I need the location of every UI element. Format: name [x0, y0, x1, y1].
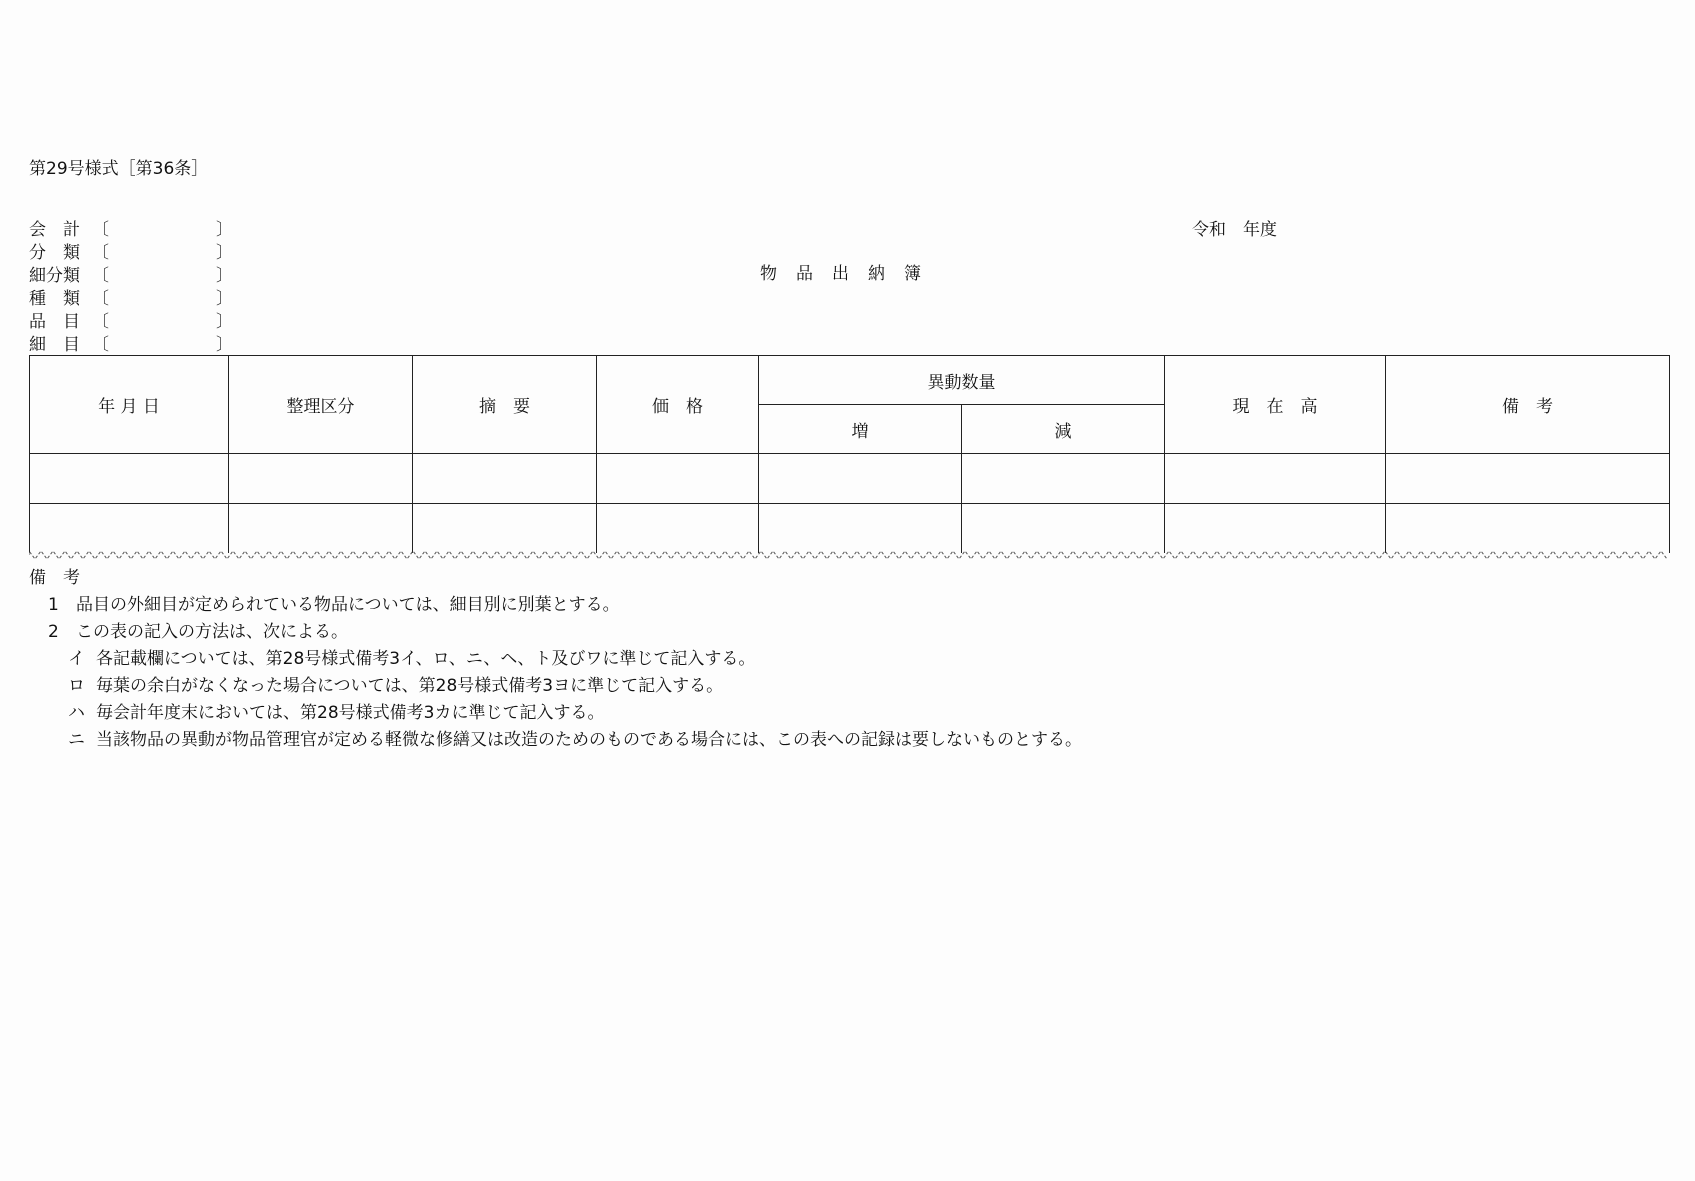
- field-label: 種 類: [29, 289, 80, 309]
- table-cell: [962, 454, 1165, 504]
- table-cell: [413, 454, 597, 504]
- field-label: 分 類: [29, 243, 80, 263]
- note-subitem: [29, 673, 1082, 700]
- field-row-type: [29, 288, 233, 311]
- field-label: 細分類: [29, 266, 80, 286]
- continuation-wave-line: [29, 548, 1669, 562]
- table-cell: [413, 504, 597, 554]
- note-subitem-text: 毎会計年度末においては、第28号様式備考3カに準じて記入する。: [96, 703, 605, 723]
- note-item: [29, 592, 1082, 619]
- table-cell: [1386, 504, 1670, 554]
- header-increase: 増: [759, 405, 962, 454]
- table-cell: [597, 454, 759, 504]
- table-cell: [30, 504, 229, 554]
- bracket-open: 〔: [92, 266, 109, 286]
- field-blank: [106, 242, 216, 265]
- header-category: 整理区分: [229, 356, 413, 454]
- fiscal-year: 令和 年度: [1192, 220, 1277, 240]
- form-number: 第29号様式［第36条］: [29, 159, 209, 179]
- table-row: [30, 504, 1670, 554]
- table-cell: [229, 454, 413, 504]
- note-subitem: [29, 700, 1082, 727]
- field-row-detail: [29, 334, 233, 357]
- bracket-open: 〔: [92, 243, 109, 263]
- field-blank: [106, 334, 216, 357]
- note-text: この表の記入の方法は、次による。: [76, 622, 348, 642]
- table-cell: [597, 504, 759, 554]
- field-blank: [106, 219, 216, 242]
- header-summary: 摘 要: [413, 356, 597, 454]
- field-row-item: [29, 311, 233, 334]
- note-subitem: [29, 646, 1082, 673]
- table-cell: [1386, 454, 1670, 504]
- bracket-open: 〔: [92, 335, 109, 355]
- table-cell: [30, 454, 229, 504]
- field-blank: [106, 311, 216, 334]
- header-price: 価 格: [597, 356, 759, 454]
- bracket-close: 〕: [216, 312, 233, 332]
- table-cell: [759, 454, 962, 504]
- table-cell: [1165, 454, 1386, 504]
- notes-heading: 備 考: [29, 568, 80, 588]
- field-label: 細 目: [29, 335, 80, 355]
- note-subitem-text: 当該物品の異動が物品管理官が定める軽微な修繕又は改造のためのものである場合には、この表への記録は要しないものとする。: [96, 730, 1082, 750]
- table-row: [30, 454, 1670, 504]
- field-label: 品 目: [29, 312, 80, 332]
- bracket-open: 〔: [92, 289, 109, 309]
- bracket-close: 〕: [216, 335, 233, 355]
- bracket-close: 〕: [216, 220, 233, 240]
- field-blank: [106, 265, 216, 288]
- note-subitem: [29, 727, 1082, 754]
- classification-fields: [29, 219, 233, 357]
- header-current-balance: 現 在 高: [1165, 356, 1386, 454]
- note-subitem-mark: ロ: [68, 676, 85, 696]
- note-item: [29, 619, 1082, 646]
- bracket-close: 〕: [216, 266, 233, 286]
- notes-section: [29, 565, 1082, 754]
- note-number: 2: [48, 622, 59, 642]
- header-date: 年 月 日: [30, 356, 229, 454]
- header-remarks: 備 考: [1386, 356, 1670, 454]
- table-cell: [1165, 504, 1386, 554]
- table-cell: [229, 504, 413, 554]
- bracket-open: 〔: [92, 220, 109, 240]
- field-row-subclassification: [29, 265, 233, 288]
- field-blank: [106, 288, 216, 311]
- note-subitem-mark: イ: [68, 649, 85, 669]
- bracket-open: 〔: [92, 312, 109, 332]
- note-text: 品目の外細目が定められている物品については、細目別に別葉とする。: [76, 595, 620, 615]
- field-row-account: [29, 219, 233, 242]
- bracket-close: 〕: [216, 243, 233, 263]
- header-change-quantity: 異動数量: [759, 356, 1165, 405]
- note-subitem-mark: ニ: [68, 730, 85, 750]
- header-decrease: 減: [962, 405, 1165, 454]
- table-cell: [962, 504, 1165, 554]
- field-label: 会 計: [29, 220, 80, 240]
- note-subitem-mark: ハ: [68, 703, 85, 723]
- note-number: 1: [48, 595, 59, 615]
- note-subitem-text: 各記載欄については、第28号様式備考3イ、ロ、ニ、ヘ、ト及びワに準じて記入する。: [96, 649, 756, 669]
- bracket-close: 〕: [216, 289, 233, 309]
- page-title: 物 品 出 納 簿: [760, 264, 922, 284]
- table-cell: [759, 504, 962, 554]
- note-subitem-text: 毎葉の余白がなくなった場合については、第28号様式備考3ヨに準じて記入する。: [96, 676, 724, 696]
- field-row-classification: [29, 242, 233, 265]
- ledger-table: [29, 355, 1670, 553]
